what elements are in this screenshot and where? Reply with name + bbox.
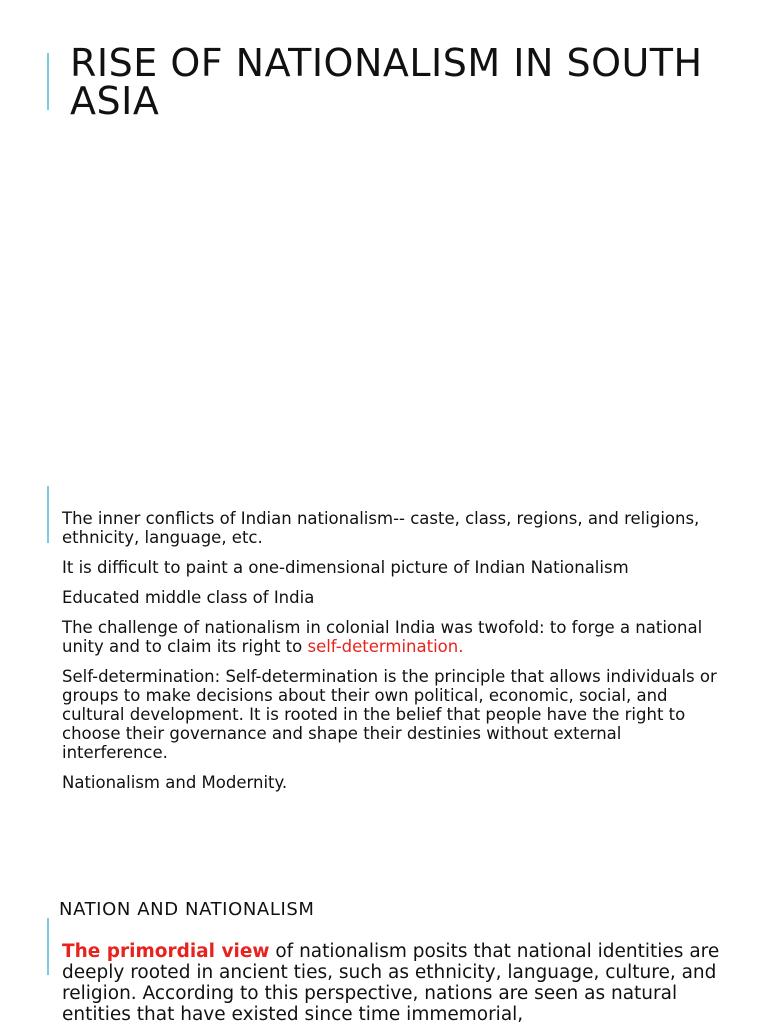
paragraph-accent-bar: [47, 918, 49, 975]
bullet-text: It is difficult to paint a one-dimensional picture of Indian Nationalism: [62, 558, 629, 577]
bullet-highlight: self-determination.: [307, 637, 464, 656]
bullet-text: The inner conflicts of Indian nationalism-- caste, class, regions, and religions, ethnicity, language, etc.: [62, 509, 700, 547]
bullet-item: [62, 588, 722, 607]
bullet-text: Nationalism and Modernity.: [62, 773, 288, 792]
content-accent-bar: [47, 486, 49, 543]
bullet-item: [62, 667, 722, 762]
bullet-text: The challenge of nationalism in colonial India was twofold: to forge a national unity and to claim its right to: [62, 618, 703, 656]
bullet-item: [62, 558, 722, 577]
bullet-text: Educated middle class of India: [62, 588, 315, 607]
slide-title: RISE OF NATIONALISM IN SOUTH ASIA: [70, 41, 703, 123]
bullet-item: [62, 618, 722, 656]
section-heading: NATION AND NATIONALISM: [59, 899, 315, 920]
title-accent-bar: [47, 53, 49, 110]
bullet-text: Self-determination: Self-determination is the principle that allows individuals or groups to make decisions about their own political, economic, social, and cultural development. It is rooted in the belief that people have the right to choose their governance and shape their destinies without external interference.: [62, 667, 717, 762]
paragraph-text: of nationalism posits that national identities are deeply rooted in ancient ties, such as ethnicity, language, culture, and religion. According to this perspective, nations are seen as natural entities that have existed since time immemorial,: [62, 941, 720, 1025]
paragraph-lead: The primordial view: [62, 941, 270, 962]
bullet-item: [62, 509, 722, 547]
body-paragraph: [62, 941, 742, 1025]
bullet-list: [62, 509, 722, 803]
bullet-item: [62, 773, 722, 792]
